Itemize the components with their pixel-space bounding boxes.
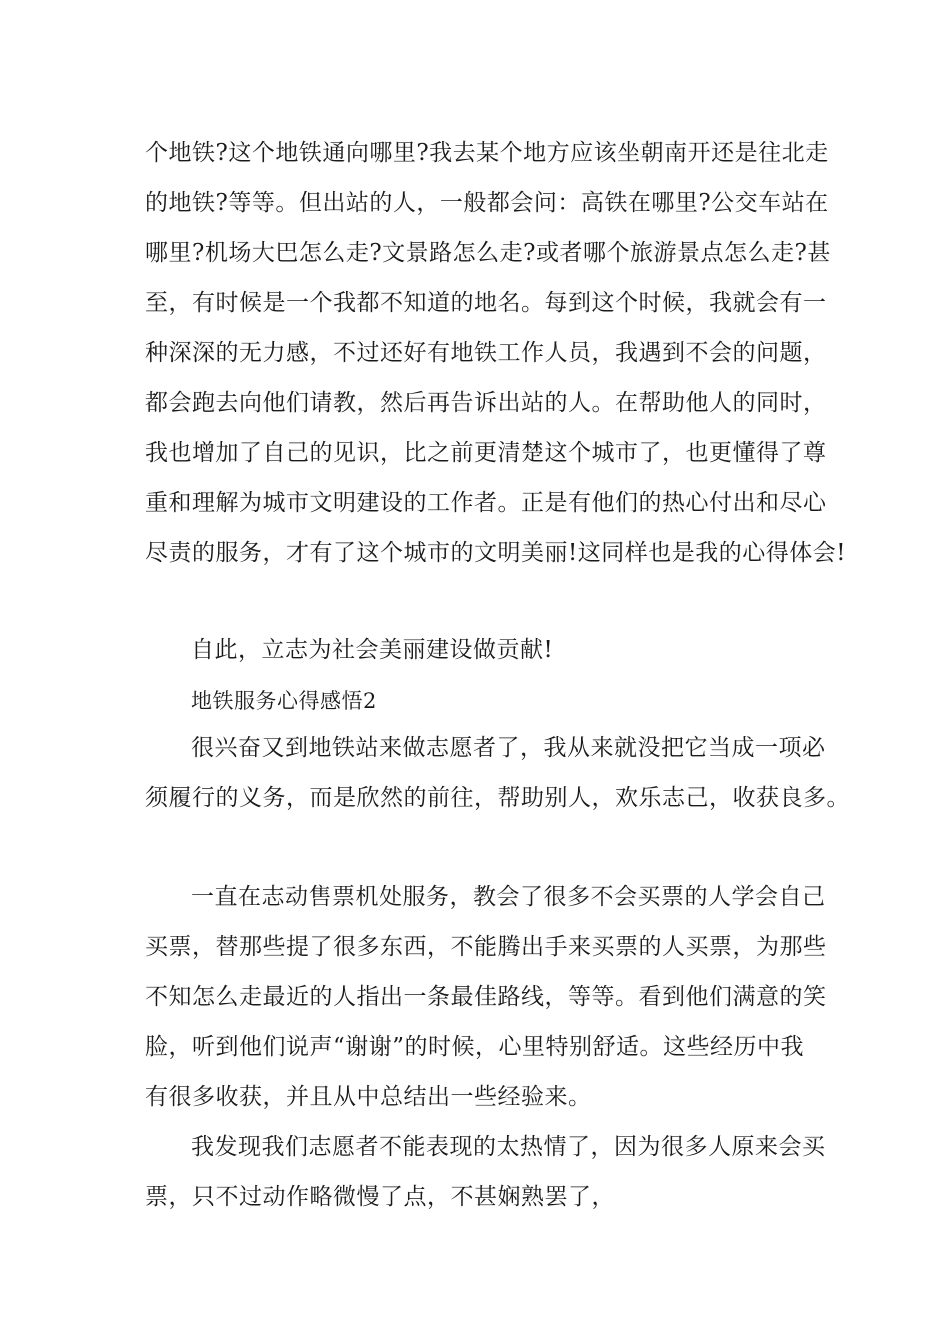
paragraph-2: 自此，立志为社会美丽建设做贡献! [191,637,554,663]
text-line: 尽责的服务，才有了这个城市的文明美丽!这同样也是我的心得体会! [145,540,846,566]
text-line: 种深深的无力感，不过还好有地铁工作人员，我遇到不会的问题， [145,340,827,366]
text-line: 脸，听到他们说声“谢谢”的时候，心里特别舒适。这些经历中我 [145,1034,805,1060]
text-line: 个地铁?这个地铁通向哪里?我去某个地方应该坐朝南开还是往北走 [145,140,829,166]
text-line: 我也增加了自己的见识，比之前更清楚这个城市了，也更懂得了尊 [145,440,827,466]
text-line: 不知怎么走最近的人指出一条最佳路线，等等。看到他们满意的笑 [145,984,827,1010]
text-line: 有很多收获，并且从中总结出一些经验来。 [145,1084,592,1110]
text-line: 至，有时候是一个我都不知道的地名。每到这个时候，我就会有一 [145,290,827,316]
text-line: 的地铁?等等。但出站的人，一般都会问：高铁在哪里?公交车站在 [145,190,829,216]
text-line: 一直在志动售票机处服务，教会了很多不会买票的人学会自己 [191,884,826,910]
text-line: 买票，替那些提了很多东西，不能腾出手来买票的人买票，为那些 [145,934,827,960]
section-title: 地铁服务心得感悟2 [191,689,377,713]
text-line: 都会跑去向他们请教，然后再告诉出站的人。在帮助他人的同时， [145,390,827,416]
text-line: 很兴奋又到地铁站来做志愿者了，我从来就没把它当成一项必 [191,735,826,761]
text-line: 我发现我们志愿者不能表现的太热情了，因为很多人原来会买 [191,1134,826,1160]
text-line: 须履行的义务，而是欣然的前往，帮助别人，欢乐志己，收获良多。 [145,785,850,811]
text-line: 哪里?机场大巴怎么走?文景路怎么走?或者哪个旅游景点怎么走?甚 [145,240,831,266]
text-line: 重和理解为城市文明建设的工作者。正是有他们的热心付出和尽心 [145,490,827,516]
text-line: 票，只不过动作略微慢了点，不甚娴熟罢了， [145,1184,615,1210]
